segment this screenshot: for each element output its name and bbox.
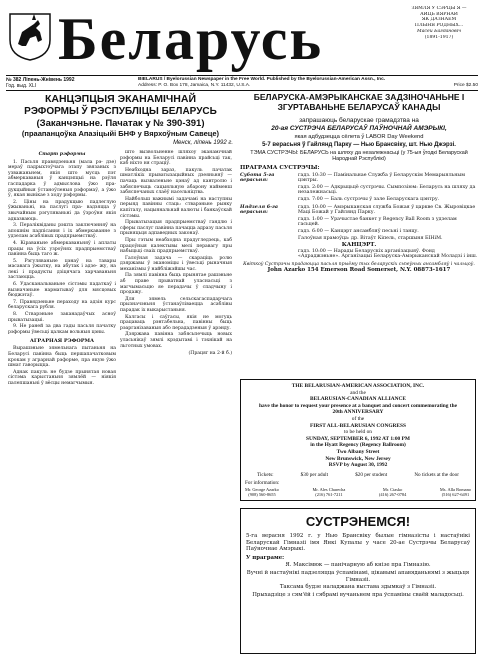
ad-line: RSVP by August 30, 1992 bbox=[328, 462, 388, 469]
day-label: Субота 5-га верасьня: bbox=[240, 171, 275, 184]
ad-line: FIRST ALL-BELARUSIAN CONGRESS bbox=[309, 422, 407, 429]
masthead-title: Беларусь bbox=[58, 6, 324, 72]
contact-name: Mr. Ciasko bbox=[382, 486, 403, 492]
continued-note: (Працяг на 2-й б.) bbox=[188, 351, 232, 357]
paragraph: 5. Рэгуляваньне цэнаў на тавары масавага ўжытку, на абутак і адзе- жу, на лекі і прадукты дзіцячага харчаваньня застаюцца. bbox=[8, 258, 116, 281]
ad-line: and the bbox=[350, 389, 366, 396]
congress-title: БЕЛАРУСКА-АМЭРЫКАНСКАЕ ЗАДЗІНОЧАНЬНЕ І ЗГУРТАВАНЬНЕ БЕЛАРУСАЎ КАНАДЫ bbox=[253, 92, 465, 112]
program-item: гадз. 6:00 — Канцэрт ансамбляў песьні і танцу. bbox=[298, 228, 419, 234]
paragraph: 9. Не раней за два гады пасьля пачатку рэформы ўвесьці цалкам вольныя цэны. bbox=[8, 324, 116, 335]
ad-line: in the Hyatt Regency (Regency Ballroom) bbox=[310, 442, 406, 449]
issue-info bbox=[6, 77, 74, 89]
notice-item: Вучні й настаўнікі падзеляцца ўспамінамі, цікавымі апавяданьнямі з жыцьця Гімназіі. bbox=[246, 569, 470, 583]
contact bbox=[379, 487, 406, 498]
subheading: АГРАРНАЯ РЭФОРМА bbox=[29, 338, 95, 345]
ticket-prices bbox=[245, 472, 471, 479]
notice-program-label: У праграме: bbox=[246, 554, 285, 561]
paragraph: Неабходна зараз, пакуль пачатак шматлікіх прыватызацыйных дзеяньняў — пачаць вызваленьне цэнаў ад кантролю і забяспечыць сацыяльную абарону найменш забяспечаных слаёў насельніцтва. bbox=[120, 167, 232, 196]
paragraph: Прыватызацыя прадпрыемстваў гандлю і сферы паслуг павінна пачацца адразу пасьля прыняцьця адпаведных законаў. bbox=[120, 220, 232, 237]
paragraph: Галоўная задача — скараціць ролю дзяржавы ў эканоміцы і ўвесьці рыначныя механізмы ў найбліжэйшы час. bbox=[120, 255, 232, 272]
contact-phone: (516) 627-6491 bbox=[441, 492, 470, 498]
publisher-banner bbox=[138, 77, 478, 89]
congress-event: 20-ая СУСТРЭЧА БЕЛАРУСАЎ ПАЎНОЧНАЙ АМЭРЫКІ, bbox=[271, 125, 447, 132]
poem-years: (1891-1917) bbox=[424, 34, 454, 40]
tickets-label: Tickets: bbox=[257, 471, 274, 478]
poem-line: АЙЦЬ ВЯРНАЙ bbox=[420, 11, 458, 17]
paragraph: Аднак пакуль не будзе прынятая новая сістэма карыстаньня зямлёй — ніякія палепшаньні ў вёсцы немагчымыя. bbox=[8, 369, 116, 386]
contact-name: Ms. Alla Romano bbox=[439, 486, 471, 492]
headline-line-4: (праапанцоўка Апазіцыйі БНФ у Вярхоўным Савеце) bbox=[21, 129, 220, 138]
notice-item: Я. Максімюк — панічарную аб кнізе пра Гімназію. bbox=[285, 562, 431, 569]
student-price: $20 per student bbox=[355, 471, 388, 478]
program-item: гадз. 1:00 — Урачыстае банкет у Regency Ball Room з удзелам гасьцей. bbox=[298, 216, 457, 228]
ad-line: THE BELARUSIAN-AMERICAN ASSOCIATION, INC. bbox=[291, 383, 425, 389]
paragraph: 3. Пераліквіданы рэшта заключэнняў на апошнім падпісання і іх абмеркаванне з удзелам асаблівых прадпрыемстваў. bbox=[8, 223, 116, 240]
ticket-note: Квіткоў Сустрэчы прадаюцца пасьля прыёму тых беларускіх сьпеўных ансамбляў і чальцоў. bbox=[243, 261, 475, 267]
article-column-2 bbox=[120, 150, 232, 655]
paragraph: Калгасы і саўгасы, якія не могуць працаваць рэнтабельна, павінны быць рэарганізаваныя або перададзеныя ў арэнду. bbox=[120, 314, 232, 331]
price: Price $2.50 bbox=[453, 83, 478, 88]
ad-line: BELARUSIAN-CANADIAN ALLIANCE bbox=[310, 396, 406, 403]
headline-line-1: КАНЦЭПЦЫЯ ЭКАНАМІЧНАЙ bbox=[44, 93, 197, 105]
day-label: Нядзеля 6-га верасьня: bbox=[240, 203, 278, 216]
contact bbox=[245, 487, 279, 498]
issue-number: № 382 Ліпень-Жнівень 1992 bbox=[6, 77, 75, 83]
program-day bbox=[240, 173, 478, 204]
door-note: No tickets at the door bbox=[414, 471, 459, 478]
paragraph: 4. Кіраваньне абмеркаваньняў і аплаты працы на ўсіх узроўнях прадпрыемстваў павінна быць таго ж. bbox=[8, 240, 116, 258]
contact bbox=[313, 487, 346, 498]
congress-when: якая адбудзецца сёлета ў LABOR Day Weekend bbox=[294, 134, 424, 140]
contact-phone: (908) 560-8655 bbox=[248, 492, 276, 498]
contact bbox=[440, 487, 471, 498]
congress-invite: запрашаюць беларускае грамадзтва на bbox=[299, 117, 419, 124]
poem-author: Масей Багдановіч bbox=[416, 29, 462, 35]
paragraph: Па зямлі павінна быць прынятае рашэньне аб праве прыватнай уласнасьці з магчымасьцю яе перадачы ў спадчыну і продажу. bbox=[120, 273, 232, 296]
contact-phone: (216) 761-7211 bbox=[315, 492, 343, 498]
program-title: ПРАГРАМА СУСТРЭЧЫ: bbox=[240, 165, 320, 171]
paragraph: Пры гэтым неабходна прадугледзець, каб працоўныя калектывы мелі перавагу пры набыцьці сваіх прадпрыемстваў. bbox=[120, 237, 232, 255]
address-row bbox=[138, 83, 478, 89]
concert-label: КАНЦЭРТ. bbox=[341, 242, 377, 249]
ad-line: New Brunswick, New Jersey bbox=[325, 455, 391, 462]
poem-line: ПЛЫНЯ РОДНЫХ... bbox=[414, 22, 464, 28]
contacts bbox=[245, 487, 471, 498]
notice-item: Таксама будзе наладжана выстава здымкаў з Гімназіі. bbox=[279, 584, 437, 591]
masthead-poem bbox=[400, 6, 478, 46]
paragraph: Для зямель сельскагаспадарчага прызначэньня ўстанаўліваецца асаблівы парадак іх выкарыстаньня. bbox=[120, 296, 232, 314]
paragraph: 2. Ціны на прадукцыю падлеглую ўжываньні, на паслугі пра- вадзяцца ў звычайным рэгуляваньні да ўзроўня якія адказваюць. bbox=[8, 199, 116, 222]
contact-address: John Azarko 154 Emerson Road Somerset, N.Y. 08873-1617 bbox=[267, 266, 451, 273]
banquet-invitation bbox=[240, 379, 476, 501]
contact-phone: (416) 267-0784 bbox=[378, 492, 407, 498]
publisher-address: Address: P. O. Box 178, Jamaica, N.Y. 11432, U.S.A. bbox=[138, 83, 251, 88]
divider bbox=[6, 75, 478, 76]
contact-name: Mr. Ales Charecha bbox=[312, 486, 346, 492]
program-item: гадз. 2:00 — Адкрыцьцё сустрэчы. Сымпозіюм: Беларусь на шляху да незалежнасьці. bbox=[298, 184, 476, 196]
headline-line-3: (Заканчэньне. Пачатак у № 390-391) bbox=[36, 118, 205, 129]
ad-line: to be held on bbox=[344, 429, 372, 436]
poem-line: ЯК ДАЗНАЁМ bbox=[421, 17, 457, 23]
congress-dates: 5-7 верасьня ў Гайлянд Парку — Нью Брансвіку, шт. Нью Джэрзі. bbox=[262, 142, 456, 148]
reunion-notice bbox=[240, 508, 476, 654]
pahonia-emblem-icon bbox=[8, 10, 52, 62]
article-column-1 bbox=[8, 150, 116, 655]
info-label: For information: bbox=[245, 480, 280, 487]
ad-line: SUNDAY, SEPTEMBER 6, 1992 AT 1:00 PM bbox=[306, 435, 410, 442]
paragraph: 1. Пасьля правядзеньня (мала рэ- дзе) мераў падрыхтоўчага этапу звязаных з узважаньнем, якія што мусць пэт абмеркаваныя ў канцэпцыі на рэўля гаспадарка ў адмыслова ўжо пра- дукцыйныя ўстаноўленыя рэформаў, а ўжо ў, якая вынікае з ходу рэформы. bbox=[8, 159, 116, 199]
program-item: гадз. 7:00 — Баль сустрэчы ў зале Беларускага цэнтру. bbox=[298, 196, 440, 202]
dateline: Менск, ліпень 1992 г. bbox=[173, 140, 233, 146]
notice-title: СУСТРЭНЕМСЯ! bbox=[305, 514, 411, 529]
ad-line: have the honor to request your presence at a banquet and concert commemorating the bbox=[259, 402, 457, 409]
paragraph: 8. Стварэньне заканадаўчых асноў прыватызацыі. bbox=[8, 312, 116, 323]
program-item: гадз. 10:00 — Нарады Беларускіх арганізацыяў. Фонд «Адраджэньне». Арганізацыі Беларуска-Амэрыканскай Моладзі і інш. bbox=[298, 248, 478, 260]
paragraph: што вызвольненне шляхоў эканамічнай рэформы на Беларусі павінна прайсьці так, каб ніхто ня страціў. bbox=[120, 150, 232, 167]
congress-program bbox=[240, 166, 478, 273]
paragraph: 6. Удасканальваньне сістэмы падаткаў і вызначэньне нарматываў для мясцовых бюджэтаў. bbox=[8, 282, 116, 299]
program-item: гадз. 10:00 — Амэрыканская служба Божая ў царкве Св. Жыровіцкае Маці Божай у Гайлянд Парку. bbox=[298, 204, 476, 216]
paragraph: Найбольш важнымі задачамі на наступны перыяд павінны стаць: стварэньне рынку капіталу, нацыянальнай валюты і банкаўскай сістэмы. bbox=[120, 196, 232, 219]
publisher-line: BIELARUS / Byelorussian Newspaper in the Free World. Published by the Byelorussian-American Assn., Inc. bbox=[138, 77, 386, 82]
divider bbox=[6, 90, 478, 91]
congress-theme: ТЭМА СУСТРЭЧЫ: БЕЛАРУСЬ на шляху да незалежнасьці (у 75-ыя ўгодкі Беларускай Народнай Рэспублікі) bbox=[250, 150, 468, 163]
program-item: Галоўная прамоўца: др. Вітаўт Кіпель, старшыня БІНіМ. bbox=[298, 235, 443, 241]
ad-line: of the bbox=[351, 415, 365, 422]
issue-year: Год. выд. XLI bbox=[6, 83, 37, 89]
headline-line-2: РЭФОРМЫ Ў РЭСПУБЛІЦЫ БЕЛАРУСЬ bbox=[24, 106, 217, 117]
paragraph: Вырашэньне зямельнага пытаньня на Беларусі павінна быць першапачатковым крокам у аграрнай рэформе, пра якую ўжо шмат гаворыцца. bbox=[8, 346, 116, 369]
paragraph: 7. Правядзеньне пераходу на адзін курс беларускага рубля. bbox=[8, 299, 116, 311]
ad-line: Two Albany Street bbox=[336, 448, 380, 455]
program-item: гадз. 10:30 — Памінальнае Служба ў Беларускім Мемарыяльным цэнтры. bbox=[298, 172, 465, 184]
ad-line: 20th ANNIVERSARY bbox=[332, 409, 384, 416]
notice-body: 5-га верасня 1992 г. у Нью Брансвіку былые гімназісты і настаўнікі Беларускай Гімназіі імя Янкі Купалы у часе 20-ае Сустрэчы Беларусаў Паўночнае Амэрыкі. bbox=[246, 533, 470, 553]
contact-name: Mr. George Azarko bbox=[245, 486, 279, 492]
program-day bbox=[240, 205, 478, 243]
adult-price: $30 per adult bbox=[300, 471, 329, 478]
subheading: Старт рэформы bbox=[38, 152, 86, 157]
notice-item: Прыхадзіце з сям'ёй і сябрамі вучаньнем пра ўспаміны сваёй маладосьці. bbox=[252, 591, 464, 598]
poem-line: ЗЯМЛЯ Ў СЭРЦЫ Я — bbox=[411, 6, 467, 11]
paragraph: Дзяржава павінна забясьпечыць новых уласьнікаў зямлі крэдытамі і тэхнікай на льготных умовах. bbox=[120, 332, 232, 349]
